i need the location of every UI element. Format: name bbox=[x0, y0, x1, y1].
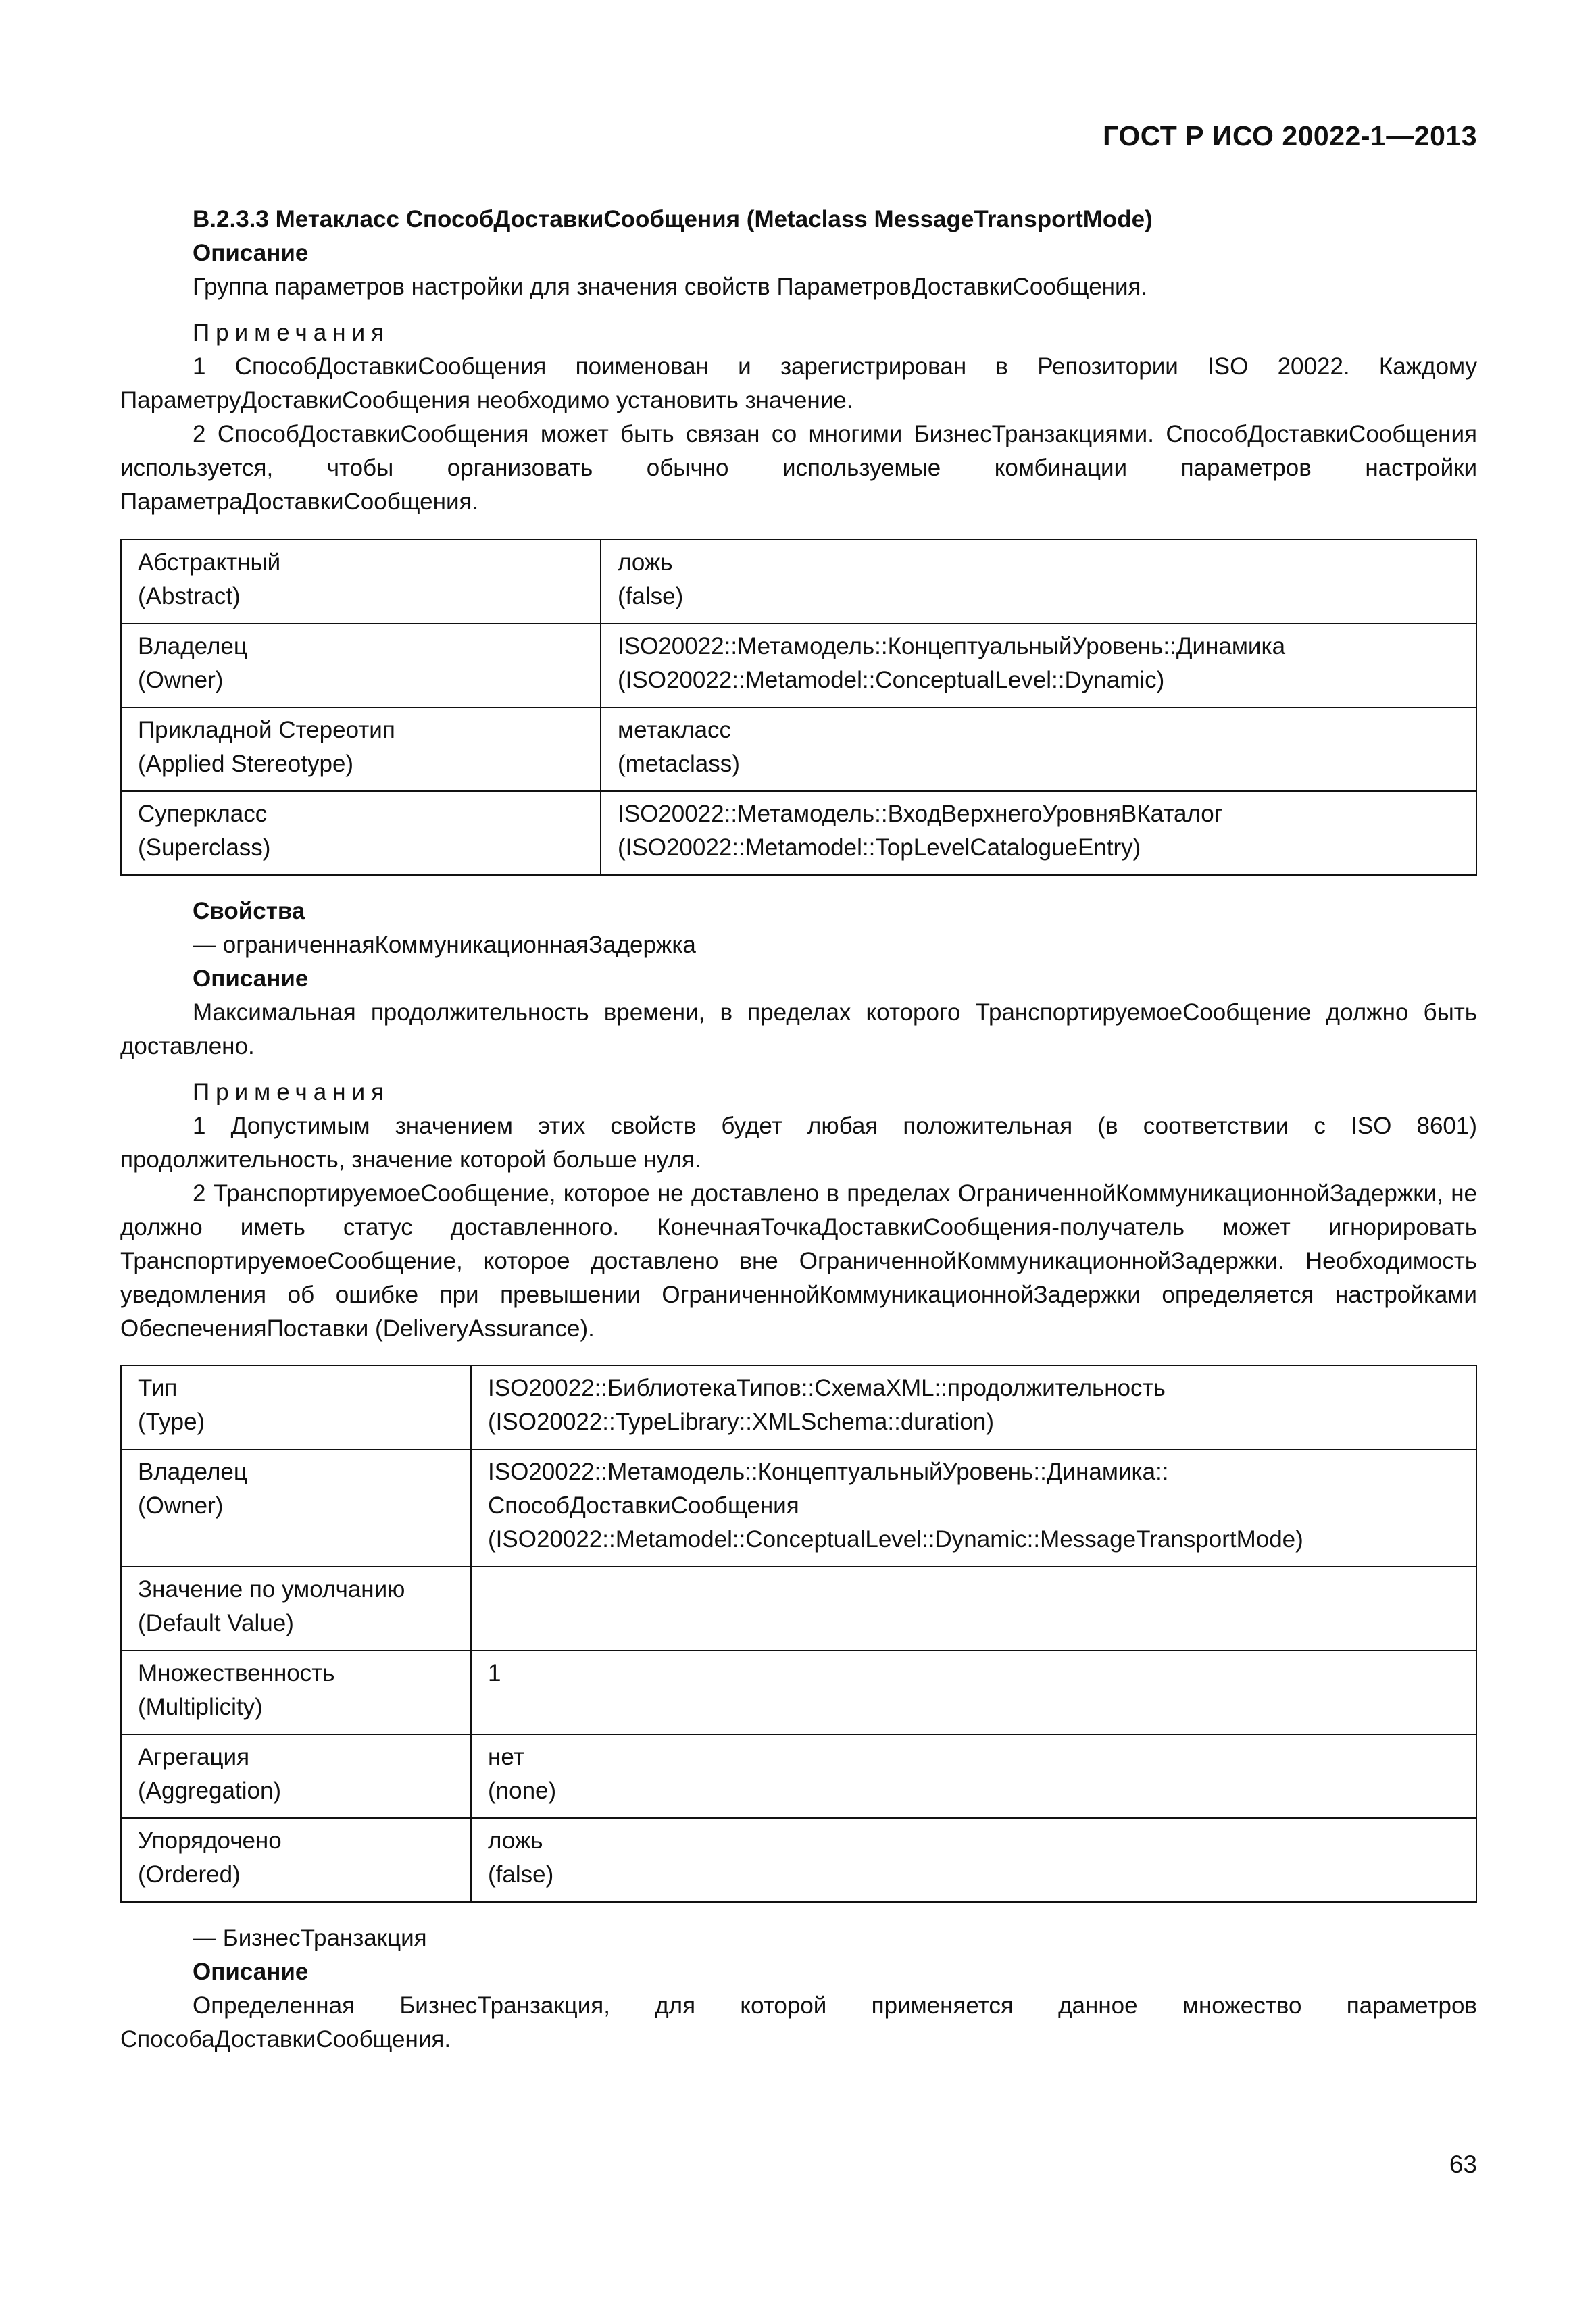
attribute-name-line: Владелец bbox=[138, 633, 247, 659]
attribute-name-cell bbox=[121, 1365, 471, 1449]
property-description: Максимальная продолжительность времени, в пределах которого ТранспортируемоеСообщение должно быть доставлено. bbox=[120, 999, 1477, 1059]
attribute-value-line: (none) bbox=[488, 1778, 557, 1804]
note-1: 1 СпособДоставкиСообщения поименован и зарегистрирован в Репозитории ISO 20022. Каждому ПараметруДоставкиСообщения необходимо установить значение. bbox=[120, 353, 1477, 413]
attribute-value-line: ISO20022::БиблиотекаТипов::СхемаXML::продолжительность bbox=[488, 1375, 1166, 1401]
attribute-name-cell bbox=[121, 540, 601, 624]
property-name: — ограниченнаяКоммуникационнаяЗадержка bbox=[193, 932, 696, 958]
notes-label: Примечания bbox=[193, 320, 391, 346]
attribute-value-line: СпособДоставкиСообщения bbox=[488, 1492, 799, 1519]
description-text: Группа параметров настройки для значения свойств ПараметровДоставкиСообщения. bbox=[193, 274, 1148, 300]
table-row bbox=[121, 1567, 1476, 1651]
attribute-name-line: (Type) bbox=[138, 1409, 205, 1435]
attribute-name-line: (Abstract) bbox=[138, 583, 241, 609]
table-row bbox=[121, 1651, 1476, 1734]
properties-label: Свойства bbox=[193, 898, 305, 924]
attribute-name-cell bbox=[121, 707, 601, 791]
metaclass-attributes-table bbox=[120, 539, 1477, 876]
attribute-name-line: Агрегация bbox=[138, 1744, 250, 1770]
section-heading: B.2.3.3 Метакласс СпособДоставкиСообщения (Metaclass MessageTransportMode) bbox=[193, 206, 1153, 232]
attribute-value-line: (ISO20022::TypeLibrary::XMLSchema::duration) bbox=[488, 1409, 994, 1435]
attribute-value-cell bbox=[601, 791, 1476, 875]
attribute-name-cell bbox=[121, 791, 601, 875]
attribute-name-line: (Owner) bbox=[138, 667, 224, 693]
attribute-value-line: (ISO20022::Metamodel::ConceptualLevel::Dynamic) bbox=[618, 667, 1165, 693]
attribute-value-line: ISO20022::Метамодель::КонцептуальныйУровень::Динамика bbox=[618, 633, 1286, 659]
property-attributes-body bbox=[121, 1365, 1476, 1902]
property-description: Определенная БизнесТранзакция, для которой применяется данное множество параметров СпособаДоставкиСообщения. bbox=[120, 1992, 1477, 2053]
property-note-1: 1 Допустимым значением этих свойств будет любая положительная (в соответствии с ISO 8601) продолжительность, значение которой больше нуля. bbox=[120, 1113, 1477, 1173]
table-row bbox=[121, 540, 1476, 624]
attribute-name-line: Тип bbox=[138, 1375, 178, 1401]
attribute-name-cell bbox=[121, 1651, 471, 1734]
attribute-value-cell bbox=[471, 1651, 1476, 1734]
property-description-label: Описание bbox=[193, 1959, 309, 1985]
attribute-name-line: Абстрактный bbox=[138, 549, 281, 576]
attribute-name-line: Суперкласс bbox=[138, 801, 268, 827]
attribute-value-cell bbox=[471, 1449, 1476, 1567]
table-row bbox=[121, 791, 1476, 875]
description-label: Описание bbox=[193, 240, 309, 266]
attribute-value-line: метакласс bbox=[618, 717, 732, 743]
attribute-value-line: (ISO20022::Metamodel::ConceptualLevel::Dynamic::MessageTransportMode) bbox=[488, 1526, 1303, 1553]
attribute-name-line: Множественность bbox=[138, 1660, 335, 1686]
attribute-name-line: (Default Value) bbox=[138, 1610, 294, 1636]
attribute-value-cell bbox=[471, 1734, 1476, 1818]
attribute-name-cell bbox=[121, 1449, 471, 1567]
attribute-value-cell bbox=[471, 1365, 1476, 1449]
note-2: 2 СпособДоставкиСообщения может быть связан со многими БизнесТранзакциями. СпособДоставкиСообщения используется, чтобы организовать обычно используемые комбинации параметров настройки ПараметраДоставкиСообщения. bbox=[120, 421, 1477, 515]
attribute-value-line: нет bbox=[488, 1744, 524, 1770]
attribute-name-line: (Owner) bbox=[138, 1492, 224, 1519]
attribute-value-cell bbox=[601, 707, 1476, 791]
attribute-name-cell bbox=[121, 1734, 471, 1818]
attribute-name-line: (Multiplicity) bbox=[138, 1694, 263, 1720]
attribute-value-line: ложь bbox=[618, 549, 673, 576]
attribute-value-line: ISO20022::Метамодель::ВходВерхнегоУровняВКаталог bbox=[618, 801, 1223, 827]
property-description-label: Описание bbox=[193, 965, 309, 992]
attribute-value-cell bbox=[601, 540, 1476, 624]
attribute-name-line: (Applied Stereotype) bbox=[138, 751, 354, 777]
attribute-name-line: (Superclass) bbox=[138, 834, 271, 861]
table-row bbox=[121, 1818, 1476, 1902]
attribute-value-line: (ISO20022::Metamodel::TopLevelCatalogueEntry) bbox=[618, 834, 1141, 861]
attribute-name-cell bbox=[121, 1818, 471, 1902]
attribute-name-line: Владелец bbox=[138, 1459, 247, 1485]
attribute-value-line: (metaclass) bbox=[618, 751, 740, 777]
attribute-name-line: Значение по умолчанию bbox=[138, 1576, 405, 1603]
attribute-name-cell bbox=[121, 1567, 471, 1651]
property-note-2: 2 ТранспортируемоеСообщение, которое не доставлено в пределах ОграниченнойКоммуникационнойЗадержки, не должно иметь статус доставленного. КонечнаяТочкаДоставкиСообщения-получатель может игнорировать ТранспортируемоеСообщение, которое доставлено вне ОграниченнойКоммуникационнойЗадержки. Необходимость уведомления об ошибке при превышении ОграниченнойКоммуникационнойЗадержки определяется настройками ОбеспеченияПоставки (DeliveryAssurance). bbox=[120, 1180, 1477, 1342]
document-code-header: ГОСТ Р ИСО 20022-1—2013 bbox=[1103, 120, 1477, 151]
attribute-value-line: (false) bbox=[488, 1861, 554, 1888]
table-row bbox=[121, 1734, 1476, 1818]
attribute-name-line: (Ordered) bbox=[138, 1861, 241, 1888]
metaclass-attributes-body bbox=[121, 540, 1476, 875]
attribute-value-cell bbox=[601, 624, 1476, 707]
table-row bbox=[121, 624, 1476, 707]
page-content bbox=[120, 203, 1477, 2057]
attribute-value-line: ISO20022::Метамодель::КонцептуальныйУровень::Динамика:: bbox=[488, 1459, 1169, 1485]
attribute-name-line: Упорядочено bbox=[138, 1828, 282, 1854]
table-row bbox=[121, 707, 1476, 791]
property-name: — БизнесТранзакция bbox=[193, 1925, 427, 1951]
table-row bbox=[121, 1365, 1476, 1449]
property-attributes-table bbox=[120, 1365, 1477, 1903]
table-row bbox=[121, 1449, 1476, 1567]
attribute-name-cell bbox=[121, 624, 601, 707]
attribute-value-line: 1 bbox=[488, 1660, 501, 1686]
property-notes-label: Примечания bbox=[193, 1079, 391, 1105]
attribute-value-line: (false) bbox=[618, 583, 684, 609]
attribute-name-line: Прикладной Стереотип bbox=[138, 717, 395, 743]
attribute-name-line: (Aggregation) bbox=[138, 1778, 282, 1804]
attribute-value-cell bbox=[471, 1567, 1476, 1651]
attribute-value-line: ложь bbox=[488, 1828, 543, 1854]
attribute-value-cell bbox=[471, 1818, 1476, 1902]
page-number: 63 bbox=[1449, 2150, 1477, 2178]
